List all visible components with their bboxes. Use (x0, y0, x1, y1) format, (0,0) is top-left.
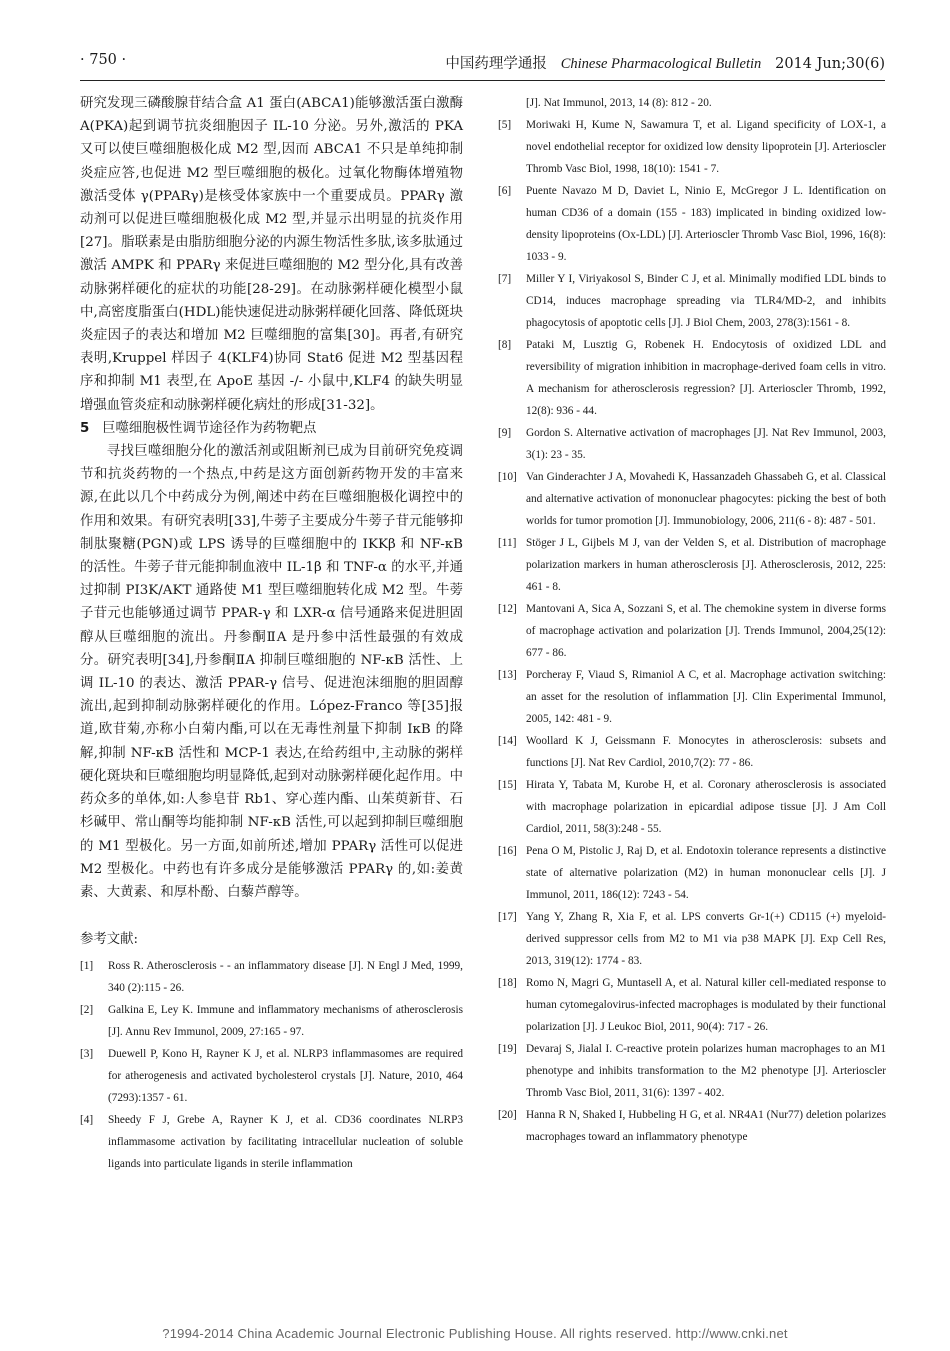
reference-number: [11] (498, 537, 517, 549)
reference-item (498, 774, 886, 840)
reference-number: [20] (498, 1109, 517, 1121)
page-header (80, 52, 885, 78)
body-paragraph: 寻找巨噬细胞分化的激活剂或阻断剂已成为目前研究免疫调节和抗炎药物的一个热点,中药是这方面创新药物开发的丰富来源,在此以几个中药成分为例,阐述中药在巨噬细胞极化调控中的作用和效果。有研究表明[33],牛蒡子主要成分牛蒡子苷元能够抑制肽聚糖(PGN)或 LPS 诱导的巨噬细胞中的 IKKβ 和 NF-κB 的活性。牛蒡子苷元能抑制血液中 IL-1β 和 TNF-α 的水平,并通过抑制 PI3K/AKT 通路使 M1 型巨噬细胞转化成 M2 型。牛蒡子苷元也能够通过调节 PPAR-γ 和 LXR-α 信号通路来促进胆固醇从巨噬细胞的流出。丹参酮ⅡA 是丹参中活性最强的有效成分。研究表明[34],丹参酮ⅡA 抑制巨噬细胞的 NF-κB 活性、上调 IL-10 的表达、激活 PPAR-γ 信号、促进泡沫细胞的胆固醇流出,起到抑制动脉粥样硬化的作用。López-Franco 等[35]报道,欧苷菊,亦称小白菊内酯,可以在无毒性剂量下抑制 IκB 的降解,抑制 NF-κB 活性和 MCP-1 表达,在给药组中,主动脉的粥样硬化斑块和巨噬细胞均明显降低,起到对动脉粥样硬化起作用。中药众多的单体,如:人参皂苷 Rb1、穿心莲内酯、山茱萸新苷、石杉碱甲、常山酮等均能抑制 NF-κB 活性,可以起到抑制巨噬细胞的 M1 型极化。另一方面,如前所述,增加 PPARγ 活性可以促进 M2 型极化。中药也有许多成分是能够激活 PPARγ 的,如:姜黄素、大黄素、和厚朴酚、白藜芦醇等。 (80, 444, 463, 900)
reference-text: Hanna R N, Shaked I, Hubbeling H G, et al. NR4A1 (Nur77) deletion polarizes macrophages toward an inflammatory phenotype (526, 1109, 886, 1143)
section-number: 5 (80, 420, 90, 436)
reference-text: Pataki M, Lusztig G, Robenek H. Endocytosis of oxidized LDL and reversibility of migration inhibition in macrophage-derived foam cells in vitro. A mechanism for atherosclerosis regression? [J]. Arterioscler Thromb, 1992, 12(8): 936 - 44. (526, 339, 886, 417)
reference-number: [10] (498, 471, 517, 483)
reference-number: [6] (498, 185, 512, 197)
reference-item (498, 598, 886, 664)
reference-item (498, 114, 886, 180)
reference-item (80, 955, 463, 999)
reference-number: [12] (498, 603, 517, 615)
reference-number: [7] (498, 273, 512, 285)
right-column (498, 92, 886, 1148)
reference-item (80, 999, 463, 1043)
reference-text: Yang Y, Zhang R, Xia F, et al. LPS converts Gr-1(+) CD115 (+) myeloid-derived suppressor cells from M2 to M1 via p38 MAPK [J]. Exp Cell Res, 2013, 319(12): 1774 - 83. (526, 911, 886, 967)
reference-item (498, 906, 886, 972)
header-rule (80, 80, 885, 81)
reference-number: [14] (498, 735, 517, 747)
reference-text: Hirata Y, Tabata M, Kurobe H, et al. Coronary atherosclerosis is associated with macrophage polarization in epicardial adipose tissue [J]. J Am Coll Cardiol, 2011, 58(3):248 - 55. (526, 779, 886, 835)
reference-item (80, 1043, 463, 1109)
reference-item (498, 466, 886, 532)
page-number: · 750 · (80, 52, 127, 68)
journal-title-en: Chinese Pharmacological Bulletin (560, 56, 762, 72)
reference-item (498, 180, 886, 268)
reference-item (498, 422, 886, 466)
reference-text: Romo N, Magri G, Muntasell A, et al. Natural killer cell-mediated response to human cytomegalovirus-infected macrophages is modulated by their functional polarization [J]. J Leukoc Biol, 2011, 90(4): 717 - 26. (526, 977, 886, 1033)
section-title: 巨噬细胞极性调节途径作为药物靶点 (102, 420, 317, 436)
reference-text: Woollard K J, Geissmann F. Monocytes in atherosclerosis: subsets and functions [J]. Nat Rev Cardiol, 2010,7(2): 77 - 86. (526, 735, 886, 769)
reference-text: Pena O M, Pistolic J, Raj D, et al. Endotoxin tolerance represents a distinctive state of alternative polarization (M2) in human mononuclear cells [J]. J Immunol, 2011, 186(12): 7243 - 54. (526, 845, 886, 901)
reference-number: [4] (80, 1114, 94, 1127)
reference-number: [2] (80, 1004, 94, 1017)
reference-text: Van Ginderachter J A, Movahedi K, Hassanzadeh Ghassabeh G, et al. Classical and alternative activation of mononuclear phagocytes: picking the best of both worlds for tumor promotion [J]. Immunobiology, 2006, 211(6 - 8): 487 - 501. (526, 471, 886, 527)
body-paragraph: 研究发现三磷酸腺苷结合盒 A1 蛋白(ABCA1)能够激活蛋白激酶 A(PKA)起到调节抗炎细胞因子 IL-10 分泌。另外,激活的 PKA 又可以使巨噬细胞极化成 M2 型,因而 ABCA1 不只是单纯抑制炎症应答,也促进 M2 型巨噬细胞的极化。过氧化物酶体增殖物激活受体 γ(PPARγ)是核受体家族中一个重要成员。PPARγ 激动剂可以促进巨噬细胞极化成 M2 型,并显示出明显的抗炎作用[27]。脂联素是由脂肪细胞分泌的内源生物活性多肽,该多肽通过激活 AMPK 和 PPARγ 来促进巨噬细胞的 M2 型分化,具有改善动脉粥样硬化的症状的功能[28-29]。在动脉粥样硬化模型小鼠中,高密度脂蛋白(HDL)能快速促进动脉粥样硬化回落、降低斑块炎症因子的表达和增加 M2 巨噬细胞的富集[30]。再者,有研究表明,Kruppel 样因子 4(KLF4)协同 Stat6 促进 M2 型基因程序和抑制 M1 表型,在 ApoE 基因 -/- 小鼠中,KLF4 的缺失明显增强血管炎症和动脉粥样硬化病灶的形成[31-32]。 (80, 96, 463, 413)
reference-item (498, 1038, 886, 1104)
reference-continuation: [J]. Nat Immunol, 2013, 14 (8): 812 - 20. (526, 97, 712, 109)
reference-item (498, 532, 886, 598)
reference-item (498, 664, 886, 730)
reference-list-right (498, 114, 886, 1148)
reference-number: [1] (80, 960, 94, 973)
reference-number: [8] (498, 339, 512, 351)
copyright-footer: ?1994-2014 China Academic Journal Electronic Publishing House. All rights reserved. http://www.cnki.net (162, 1326, 788, 1341)
reference-number: [17] (498, 911, 517, 923)
reference-number: [18] (498, 977, 517, 989)
reference-text: Miller Y I, Viriyakosol S, Binder C J, et al. Minimally modified LDL binds to CD14, induces macrophage spreading via TLR4/MD-2, and inhibits phagocytosis of apoptotic cells [J]. J Biol Chem, 2003, 278(3):1561 - 8. (526, 273, 886, 329)
reference-text: Stöger J L, Gijbels M J, van der Velden S, et al. Distribution of macrophage polarization markers in human atherosclerosis [J]. Atherosclerosis, 2012, 225: 461 - 8. (526, 537, 886, 593)
reference-number: [9] (498, 427, 512, 439)
reference-text: Moriwaki H, Kume N, Sawamura T, et al. Ligand specificity of LOX-1, a novel endothelial receptor for oxidized low density lipoprotein [J]. Arterioscler Thromb Vasc Biol, 1998, 18(10): 1541 - 7. (526, 119, 886, 175)
reference-item (498, 1104, 886, 1148)
reference-number: [16] (498, 845, 517, 857)
reference-number: [15] (498, 779, 517, 791)
journal-title-cn: 中国药理学通报 (445, 56, 547, 72)
reference-item (80, 1109, 463, 1175)
reference-text: Porcheray F, Viaud S, Rimaniol A C, et al. Macrophage activation switching: an asset for the resolution of inflammation [J]. Clin Experimental Immunol, 2005, 142: 481 - 9. (526, 669, 886, 725)
reference-number: [19] (498, 1043, 517, 1055)
left-column (80, 92, 463, 1175)
reference-number: [5] (498, 119, 512, 131)
reference-text: Sheedy F J, Grebe A, Rayner K J, et al. CD36 coordinates NLRP3 inflammasome activation by facilitating intracellular nucleation of soluble ligands into particulate ligands in sterile inflammation (108, 1114, 463, 1171)
section-heading (80, 417, 463, 440)
reference-text: Duewell P, Kono H, Rayner K J, et al. NLRP3 inflammasomes are required for atherogenesis and activated bycholesterol crystals [J]. Nature, 2010, 464 (7293):1357 - 61. (108, 1048, 463, 1105)
reference-text: Devaraj S, Jialal I. C-reactive protein polarizes human macrophages to an M1 phenotype and inhibits transformation to the M2 phenotype [J]. Arterioscler Thromb Vasc Biol, 2011, 31(6): 1397 - 402. (526, 1043, 886, 1099)
reference-text: Galkina E, Ley K. Immune and inflammatory mechanisms of atherosclerosis [J]. Annu Rev Immunol, 2009, 27:165 - 97. (108, 1004, 463, 1039)
reference-item (498, 840, 886, 906)
reference-item (498, 730, 886, 774)
reference-list-left (80, 955, 463, 1175)
references-title: 参考文献: (80, 932, 139, 948)
reference-text: Mantovani A, Sica A, Sozzani S, et al. The chemokine system in diverse forms of macrophage activation and polarization [J]. Trends Immunol, 2004,25(12): 677 - 86. (526, 603, 886, 659)
reference-text: Puente Navazo M D, Daviet L, Ninio E, McGregor J L. Identification on human CD36 of a domain (155 - 183) implicated in binding oxidized low-density lipoproteins (Ox-LDL) [J]. Arterioscler Thromb Vasc Biol, 1996, 16(8): 1033 - 9. (526, 185, 886, 263)
journal-info (445, 52, 885, 73)
reference-item (498, 972, 886, 1038)
reference-text: Ross R. Atherosclerosis - - an inflammatory disease [J]. N Engl J Med, 1999, 340 (2):115 - 26. (108, 960, 463, 995)
reference-item (498, 268, 886, 334)
reference-item (498, 334, 886, 422)
journal-issue: 2014 Jun;30(6) (775, 56, 885, 72)
reference-number: [3] (80, 1048, 94, 1061)
reference-number: [13] (498, 669, 517, 681)
reference-text: Gordon S. Alternative activation of macrophages [J]. Nat Rev Immunol, 2003, 3(1): 23 - 35. (526, 427, 886, 461)
